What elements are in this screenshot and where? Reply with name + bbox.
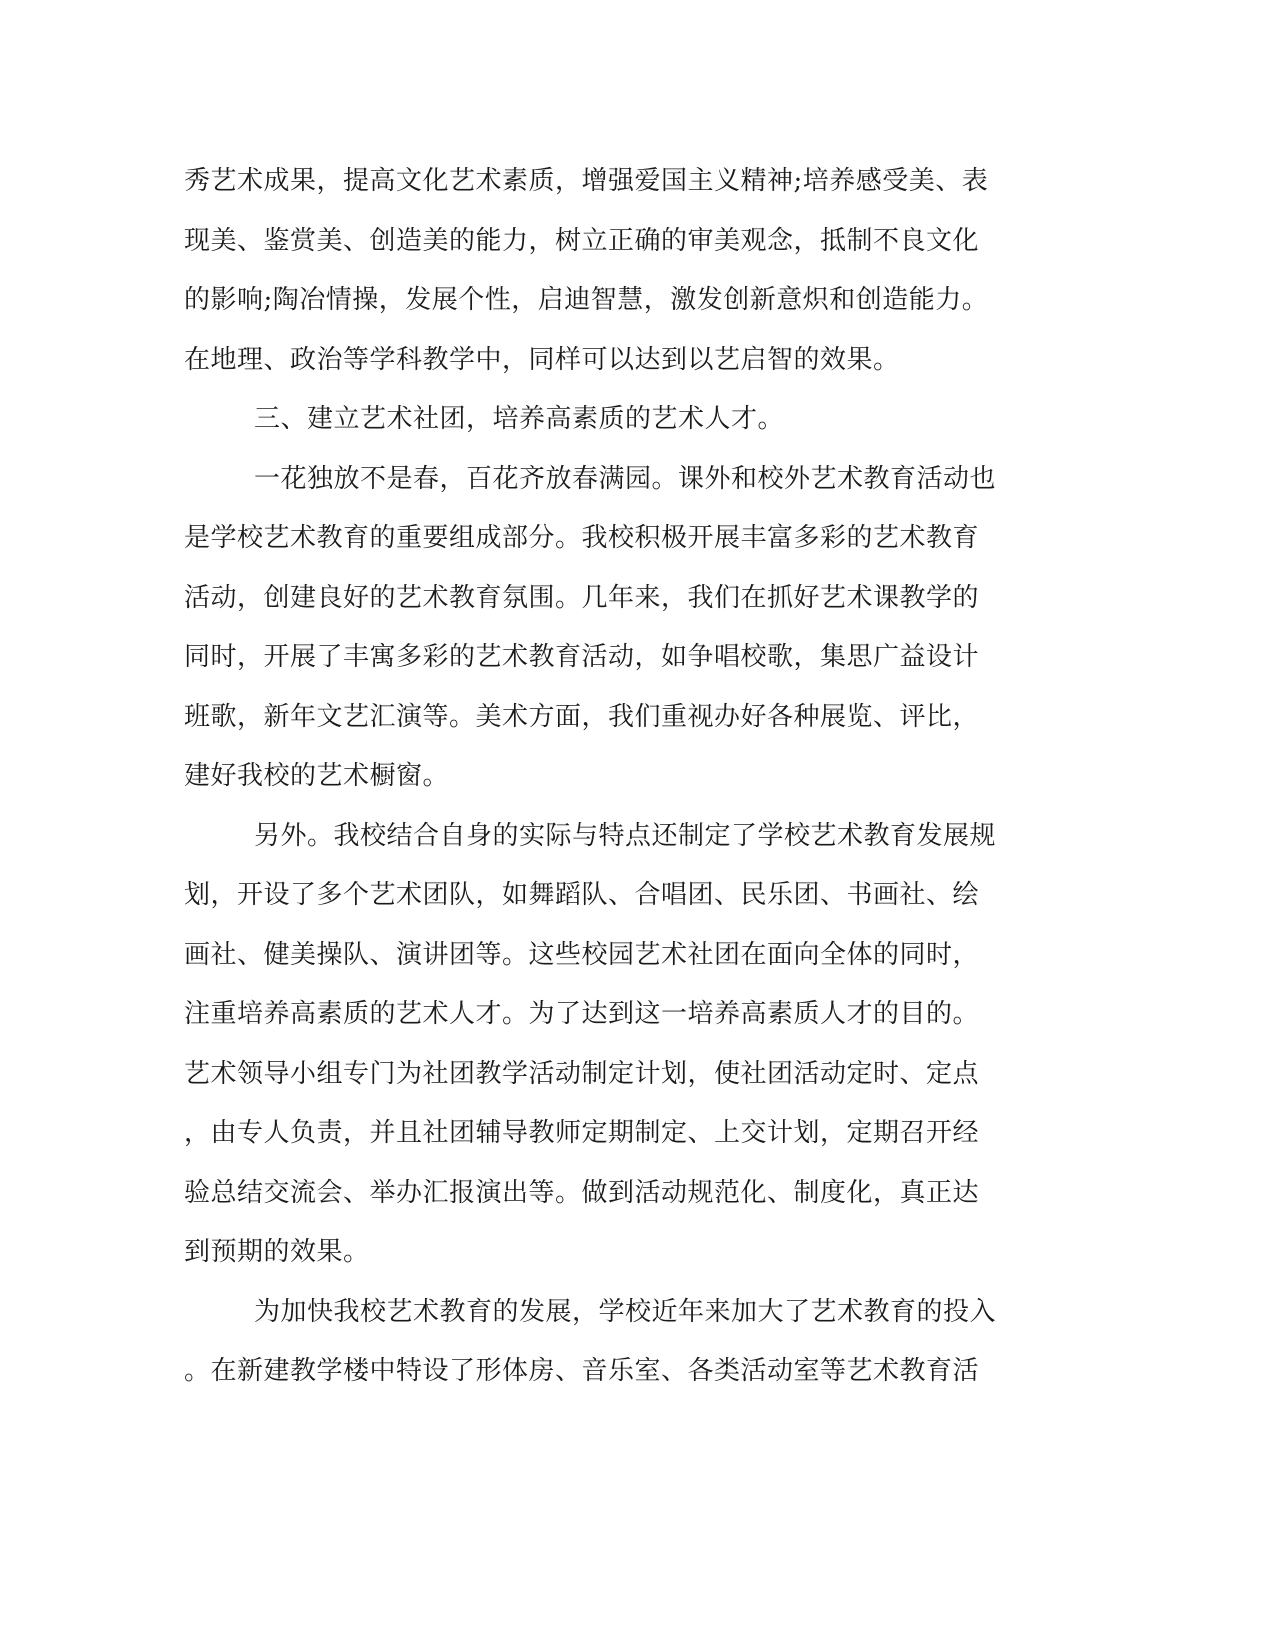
- document-body: [184, 152, 1044, 1402]
- text-line: 在地理、政治等学科教学中，同样可以达到以艺启智的效果。: [184, 344, 900, 375]
- text-line: 为加快我校艺术教育的发展，学校近年来加大了艺术教育的投入: [254, 1296, 997, 1327]
- text-line: 的影响;陶冶情操，发展个性，启迪智慧，激发创新意炽和创造能力。: [184, 285, 989, 315]
- text-line: 现美、鉴赏美、创造美的能力，树立正确的审美观念，抵制不良文化: [184, 225, 980, 256]
- text-line: 注重培养高素质的艺术人才。为了达到这一培养高素质人才的目的。: [184, 999, 980, 1029]
- text-line: 到预期的效果。: [184, 1237, 370, 1267]
- text-line: 班歌，新年文艺汇演等。美术方面，我们重视办好各种展览、评比，: [184, 701, 980, 732]
- text-line: 秀艺术成果，提高文化艺术素质，增强爱国主义精神;培养感受美、表: [184, 166, 989, 196]
- text-line: 一花独放不是春，百花齐放春满园。课外和校外艺术教育活动也: [254, 463, 997, 494]
- text-line: 是学校艺术教育的重要组成部分。我校积极开展丰富多彩的艺术教育: [184, 523, 980, 553]
- text-line: 建好我校的艺术橱窗。: [184, 761, 450, 791]
- text-line: 三、建立艺术社团，培养高素质的艺术人才。: [254, 404, 785, 434]
- text-line: 画社、健美操队、演讲团等。这些校园艺术社团在面向全体的同时，: [184, 939, 980, 970]
- text-line: 另外。我校结合自身的实际与特点还制定了学校艺术教育发展规: [254, 820, 997, 851]
- text-line: 。在新建教学楼中特设了形体房、音乐室、各类活动室等艺术教育活: [184, 1356, 980, 1386]
- text-line: ，由专人负责，并且社团辅导教师定期制定、上交计划，定期召开经: [184, 1118, 980, 1148]
- text-line: 艺术领导小组专门为社团教学活动制定计划，使社团活动定时、定点: [184, 1058, 980, 1089]
- text-line: 划，开设了多个艺术团队，如舞蹈队、合唱团、民乐团、书画社、绘: [184, 880, 980, 910]
- text-line: 验总结交流会、举办汇报演出等。做到活动规范化、制度化，真正达: [184, 1177, 980, 1208]
- text-line: 活动，创建良好的艺术教育氛围。几年来，我们在抓好艺术课教学的: [184, 582, 980, 613]
- text-line: 同时，开展了丰寓多彩的艺术教育活动，如争唱校歌，集思广益设计: [184, 642, 980, 672]
